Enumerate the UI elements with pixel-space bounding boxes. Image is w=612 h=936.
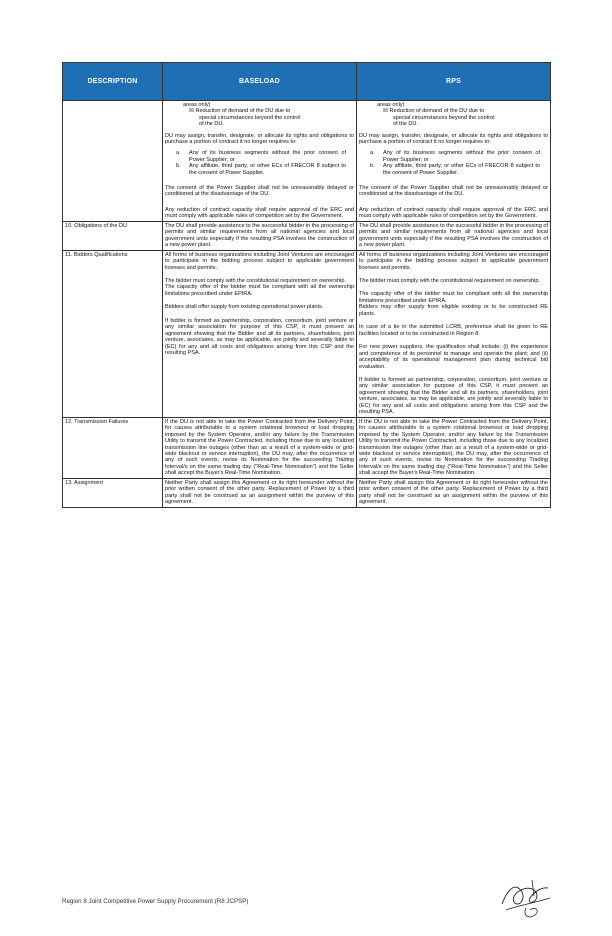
assign-intro: DU may assign, transfer, designate, or allocate its rights and obligations to purchase a portion of contract it no longer requires to: — [359, 132, 548, 146]
table-row — [63, 478, 551, 507]
document-page — [62, 62, 550, 508]
list-item: b. Any affiliate, third party, or other ECs of FRECOR 8 subject to the consent of Power Supplier. — [370, 163, 540, 176]
consent-paragraph: The consent of the Power Supplier shall not be unreasonably delayed or conditioned at the disadvantage of the DU. — [359, 185, 548, 198]
table-row — [63, 417, 551, 478]
header-rps: RPS — [357, 63, 551, 101]
assign-list — [165, 150, 354, 176]
assign-intro: DU may assign, transfer, designate, or allocate its rights and obligations to purchase a portion of contract it no longer requires to: — [165, 132, 354, 146]
terms-table — [62, 62, 551, 508]
cell-rps-bidders: All forms of business organizations including Joint Ventures are encouraged to participate in the bidding process subject to applicable government licenses and permits. The bidder must comply with the constitutional requirement on ownership. The capacity offer of the bidder must be compliant with all the ownership limitations prescribed under EPIRA. Bidders may offer supply from eligible existing or to be constructed RE plants. In case of a tie in the submitted LCRB, preference shall be given to RE facilities located or to be constructed in Region 8. For new power suppliers, the qualification shall include: (i) the experience and competence of its personnel to manage and operate the plant; and (ii) acceptability of its operational management plan during technical bid evaluation. If bidder is formed as partnership, corporation, consortium, joint venture or any similar association for purpose of this CSP, it must present an agreement showing that the Bidder and all its partners, shareholders, joint venture, associates, as may be applicable, are jointly and severally liable to (EC) for any and all costs and obligations arising from this CSP and the resulting PSA. — [357, 250, 551, 417]
checkbox-text: ☒ Reduction of demand of the DU due to — [189, 108, 291, 115]
cell-rps-transmission: If the DU is not able to take the Power Contracted from the Delivery Point, for causes attributable to a system rotational brownout or load dropping imposed by the System Operator, and/or any failure by the Transmission Utility to transmit the Power Contracted, including those due to any localized transmission line outages (other than as a result of a system-wide or grid-wide blackout or service interruption), the DU may, after the occurrence of any of such events, revise its Nomination for the succeeding Trading Interval/s on the same trading day ("Real-Time Nomination") and the Seller shall accept the Buyer's Real-Time Nomination. — [357, 417, 551, 478]
continued-tail: areas only) ☒ Reduction of demand of the DU due to special circumstances beyond the control of the DU. — [359, 102, 548, 128]
table-row — [63, 221, 551, 250]
list-item: b. Any affiliate, third party, or other ECs of FRECOR 8 subject to the consent of Power Supplier. — [176, 163, 346, 176]
row-label-empty — [63, 101, 163, 222]
cell-rps-assignment: Neither Party shall assign this Agreement or its right hereunder without the prior written consent of the other party. Replacement of Power by a third party shall not be construed as an assignment within the purview of this agreement. — [357, 478, 551, 507]
checkbox-text: ☒ Reduction of demand of the DU due to — [383, 108, 485, 115]
reduction-paragraph: Any reduction of contract capacity shall require approval of the ERC and must comply with applicable rules of competition set by the Government. — [359, 206, 548, 220]
header-description: DESCRIPTION — [63, 63, 163, 101]
cell-baseload-transmission: If the DU is not able to take the Power Contracted from the Delivery Point, for causes attributable to a system rotational brownout or load dropping imposed by the System Operator, and/or any failure by the Transmission Utility to transmit the Power Contracted, including those due to any localized transmission line outages (other than as a result of a system-wide or grid-wide blackout or service interruption), the DU may, after the occurrence of any of such events, revise its Nomination for the succeeding Trading Interval/s on the same trading day ("Real-Time Nomination") and the Seller shall accept the Buyer's Real-Time Nomination. — [163, 417, 357, 478]
list-item: a. Any of its business segments without the prior consent of Power Supplier; or — [370, 150, 540, 163]
consent-paragraph: The consent of the Power Supplier shall not be unreasonably delayed or conditioned at the disadvantage of the DU. — [165, 185, 354, 198]
cell-baseload-obligations: The DU shall provide assistance to the successful bidder in the processing of permits and similar requirements from all national agencies and local government units especially if the resulting PSA involves the construction of a new power plant. — [163, 221, 357, 250]
reduction-paragraph: Any reduction of contract capacity shall require approval of the ERC and must comply with applicable rules of competition set by the Government. — [165, 206, 354, 220]
row-label-bidders: 11. Bidders Qualifications — [63, 250, 163, 417]
cell-rps-obligations: The DU shall provide assistance to the successful bidder in the processing of permits and similar requirements from all national agencies and local government units especially if the resulting PSA involves the construction of a new power plant. — [357, 221, 551, 250]
cell-baseload-continued — [163, 101, 357, 222]
cell-rps-continued — [357, 101, 551, 222]
continued-tail: areas only) ☒ Reduction of demand of the DU due to special circumstances beyond the control of the DU. — [165, 102, 354, 128]
row-label-assignment: 13. Assignment — [63, 478, 163, 507]
row-label-obligations: 10. Obligations of the DU — [63, 221, 163, 250]
list-item: a. Any of its business segments without the prior consent of Power Supplier; or — [176, 150, 346, 163]
table-header-row — [63, 63, 551, 101]
row-label-transmission: 12. Transmission Failures — [63, 417, 163, 478]
cell-baseload-bidders: All forms of business organizations including Joint Ventures are encouraged to participate in the bidding process subject to applicable government licenses and permits. The bidder must comply with the constitutional requirement on ownership. The capacity offer of the bidder must be compliant with all the ownership limitations prescribed under EPIRA. Bidders shall offer supply from existing operational power plants. If bidder is formed as partnership, corporation, consortium, joint venture or any similar association for purpose of this CSP, it must present an agreement showing that the Bidder and all its partners, shareholders, joint venture, associates, as may be applicable, are jointly and severally liable to (EC) for any and all costs and obligations arising from this CSP and the resulting PSA. — [163, 250, 357, 417]
handwritten-signature — [496, 874, 556, 922]
table-row — [63, 250, 551, 417]
page-footer: Region 8 Joint Competitive Power Supply Procurement (R8 JCPSP) — [62, 898, 249, 905]
header-baseload: BASELOAD — [163, 63, 357, 101]
assign-list — [359, 150, 548, 176]
table-row — [63, 101, 551, 222]
cell-baseload-assignment: Neither Party shall assign this Agreement or its right hereunder without the prior written consent of the other party. Replacement of Power by a third party shall not be construed as an assignment within the purview of this agreement. — [163, 478, 357, 507]
